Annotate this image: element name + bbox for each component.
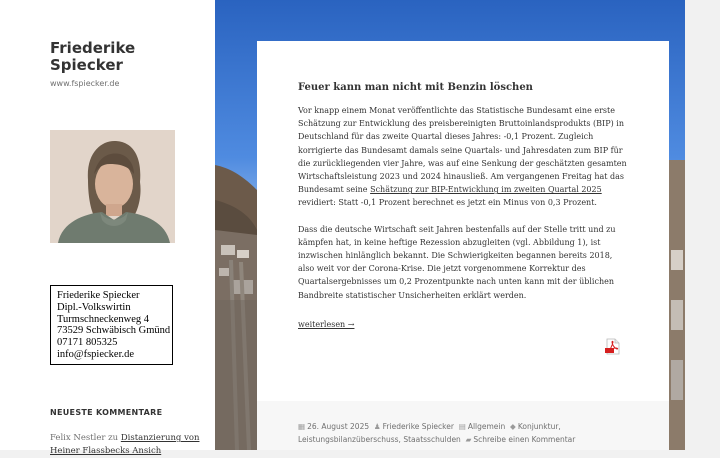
comment-separator: zu bbox=[105, 433, 121, 443]
bip-estimate-link[interactable]: Schätzung zur BIP-Entwicklung im zweiten Quartal 2025 bbox=[370, 185, 602, 195]
post-meta-footer bbox=[257, 401, 669, 450]
post-meta bbox=[298, 421, 628, 446]
address-line: Friederike Spiecker bbox=[57, 290, 140, 301]
post-author-link[interactable]: Friederike Spiecker bbox=[382, 422, 454, 431]
paragraph-2: Dass die deutsche Wirtschaft seit Jahren bestenfalls auf der Stelle tritt und zu kämpfen hat, in keine heftige Rezession abzugleiten (vgl. Abbildung 1), ist inzwischen hinlänglich bekannt. Die Schwierigkeiten begannen bereits 2018, also weit vor der Corona-Krise. Die jetzt vorgenommene Korrektur des Quartalsergebnisses um 0,2 Prozentpunkte nach unten kann mit der üblichen Bandbreite statistischer Unsicherheiten erklärt werden. bbox=[298, 224, 616, 300]
paragraph-text: Vor knapp einem Monat veröffentlichte das Statistische Bundesamt eine erste Schätzung zur Entwicklung des preisbereinigten Bruttoinlandsprodukts (BIP) in Deutschland für das zweite Quartal dieses Jahres: -0,1 Prozent. Zugleich korrigierte das Bundesamt damals seine Quartals- und Jahresdaten zum BIP für die zurückliegenden vier Jahre, was auf eine Senkung der geschätzten gesamten Wirtschaftsleistung 2023 und 2024 hinausließ. Am vergangenen Freitag hat das Bundesamt seine bbox=[298, 106, 627, 195]
address-line: 73529 Schwäbisch Gmünd bbox=[57, 325, 171, 337]
address-line: 07171 805325 bbox=[57, 337, 118, 349]
page-margin bbox=[685, 0, 720, 450]
sidebar bbox=[0, 0, 215, 456]
address-line: Dipl.-Volkswirtin bbox=[57, 301, 131, 313]
post-title[interactable]: Feuer kann man nicht mit Benzin löschen bbox=[298, 82, 533, 93]
post-content bbox=[298, 104, 631, 302]
site-title[interactable]: Friederike Spiecker bbox=[50, 39, 136, 74]
comment-author: Felix Nestler bbox=[50, 433, 106, 443]
post-tags-links[interactable]: Konjunktur, Leistungsbilanzüberschuss, Staatsschulden bbox=[298, 422, 561, 444]
author-portrait bbox=[50, 130, 175, 243]
paragraph-1 bbox=[298, 104, 631, 210]
write-comment-link[interactable]: Schreibe einen Kommentar bbox=[473, 434, 576, 444]
comment-post-link[interactable]: Distanzierung von Heiner Flassbecks Ansich bbox=[50, 433, 200, 456]
calendar-icon: ▦ bbox=[298, 422, 306, 431]
address-line: Turmschneckenweg 4 bbox=[57, 313, 150, 325]
article-card bbox=[257, 41, 669, 401]
recent-comment bbox=[50, 432, 210, 458]
paragraph-text: revidiert: Statt -0,1 Prozent berechnet es jetzt ein Minus von 0,3 Prozent. bbox=[298, 198, 597, 208]
site-description: www.fspiecker.de bbox=[50, 79, 120, 88]
address-box bbox=[50, 285, 173, 365]
pdf-file-icon[interactable] bbox=[604, 338, 621, 355]
tag-icon: ◆ bbox=[510, 422, 516, 431]
recent-comments-title: NEUESTE KOMMENTARE bbox=[50, 408, 163, 417]
folder-icon: ▤ bbox=[458, 422, 466, 431]
post-date-link[interactable]: 26. August 2025 bbox=[307, 422, 370, 431]
comment-icon: ▰ bbox=[465, 434, 472, 444]
user-icon: ♟ bbox=[373, 422, 381, 431]
read-more-link[interactable]: weiterlesen → bbox=[298, 320, 355, 329]
address-line: info@fspiecker.de bbox=[57, 348, 135, 360]
post-category-link[interactable]: Allgemein bbox=[467, 422, 506, 431]
